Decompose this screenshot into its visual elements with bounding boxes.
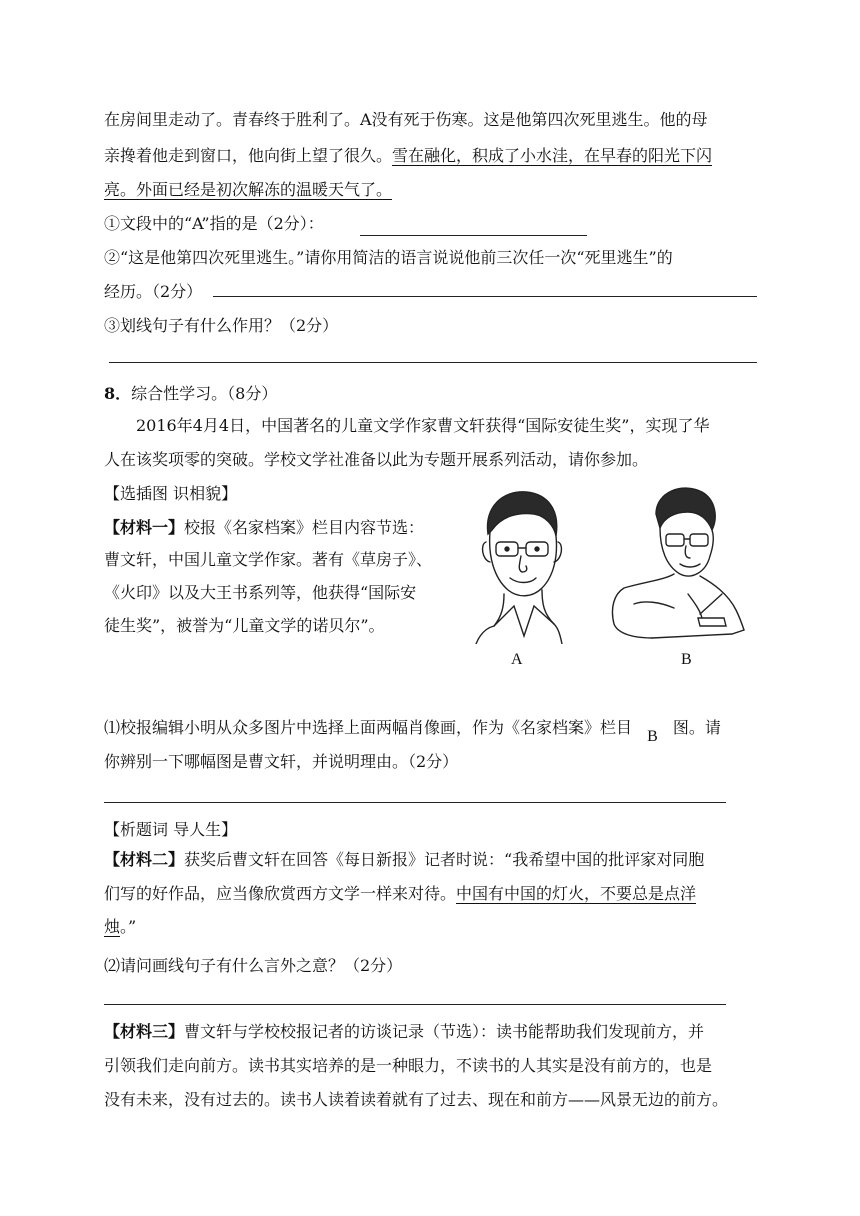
material-2-line	[104, 850, 704, 870]
answer-blank[interactable]	[109, 362, 757, 363]
sub-question-1	[104, 718, 721, 745]
section-title: 【析题词 导人生】	[104, 820, 238, 839]
sub-question-2: ⑵请问画线句子有什么言外之意？（2分）	[104, 956, 403, 975]
passage-line: 在房间里走动了。青春终于胜利了。A没有死于伤寒。这是他第四次死里逃生。他的母	[104, 110, 708, 129]
material-text: 曹文轩与学校校报记者的访谈记录（节选）：读书能帮助我们发现前方，并	[184, 1022, 705, 1041]
material-2-line	[104, 917, 136, 937]
material-text: 们写的好作品，应当像欣赏西方文学一样来对待。	[104, 884, 457, 903]
material-3-line: 没有未来，没有过去的。读书人读着读着就有了过去、现在和前方——风景无边的前方。	[104, 1090, 729, 1109]
underlined-sentence: 烛	[104, 917, 121, 936]
material-label: 【材料一】	[104, 518, 185, 537]
material-1-line: 徒生奖”，被誉为“儿童文学的诺贝尔”。	[104, 616, 385, 635]
portrait-b-caption: B	[681, 651, 692, 668]
material-text: 获奖后曹文轩在回答《每日新报》记者时说：“我希望中国的批评家对同胞	[184, 850, 705, 869]
portrait-a-image	[474, 486, 564, 644]
question-8-header	[104, 384, 277, 404]
material-text: 。”	[120, 917, 137, 936]
underlined-sentence: 亮。外面已经是初次解冻的温暖天气了。	[104, 180, 393, 199]
inline-b-marker: B	[647, 728, 658, 745]
sub-question-text: ⑴校报编辑小明从众多图片中选择上面两幅肖像画，作为《名家档案》栏目	[104, 718, 633, 737]
question-7-2: ②“这是他第四次死里逃生。”请你用简洁的语言说说他前三次任一次“死里逃生”的	[104, 248, 673, 267]
question-7-2-cont: 经历。（2分）	[104, 282, 203, 301]
sub-question-1-cont: 你辨别一下哪幅图是曹文轩，并说明理由。（2分）	[104, 752, 459, 771]
intro-line: 2016年4月4日，中国著名的儿童文学作家曹文轩获得“国际安徒生奖”，实现了华	[136, 416, 710, 435]
answer-blank[interactable]	[360, 235, 587, 236]
underlined-sentence: 雪在融化，积成了小水洼，在早春的阳光下闪	[392, 146, 713, 165]
question-7-1: ①文段中的“A”指的是（2分）：	[104, 214, 324, 233]
portrait-b-image	[604, 484, 756, 642]
section-title: 【选插图 识相貌】	[104, 484, 238, 503]
sub-question-text: 图。请	[672, 718, 721, 737]
question-number: 8．	[104, 384, 132, 403]
material-3-line	[104, 1022, 704, 1042]
passage-line	[104, 180, 392, 200]
portrait-a-caption: A	[511, 651, 523, 668]
answer-blank[interactable]	[213, 296, 757, 297]
question-title: 综合性学习。（8分）	[131, 384, 278, 403]
answer-blank[interactable]	[104, 1004, 726, 1005]
answer-blank[interactable]	[104, 802, 726, 803]
material-label: 【材料三】	[104, 1022, 185, 1041]
material-1-line: 《火印》以及大王书系列等，他获得“国际安	[104, 583, 417, 602]
passage-text: 亲搀着他走到窗口，他向街上望了很久。	[104, 146, 393, 165]
material-1-line	[104, 518, 424, 538]
intro-line: 人在该奖项零的突破。学校文学社准备以此为专题开展系列活动，请你参加。	[104, 450, 649, 469]
material-1-line: 曹文轩，中国儿童文学作家。著有《草房子》、	[104, 550, 433, 569]
question-7-3: ③划线句子有什么作用？（2分）	[104, 316, 339, 335]
underlined-sentence: 中国有中国的灯火，不要总是点洋	[456, 884, 697, 903]
material-3-line: 引领我们走向前方。读书其实培养的是一种眼力，不读书的人其实是没有前方的，也是	[104, 1056, 713, 1075]
material-2-line	[104, 884, 696, 904]
material-label: 【材料二】	[104, 850, 185, 869]
passage-line	[104, 146, 712, 166]
material-text: 校报《名家档案》栏目内容节选：	[184, 518, 425, 537]
